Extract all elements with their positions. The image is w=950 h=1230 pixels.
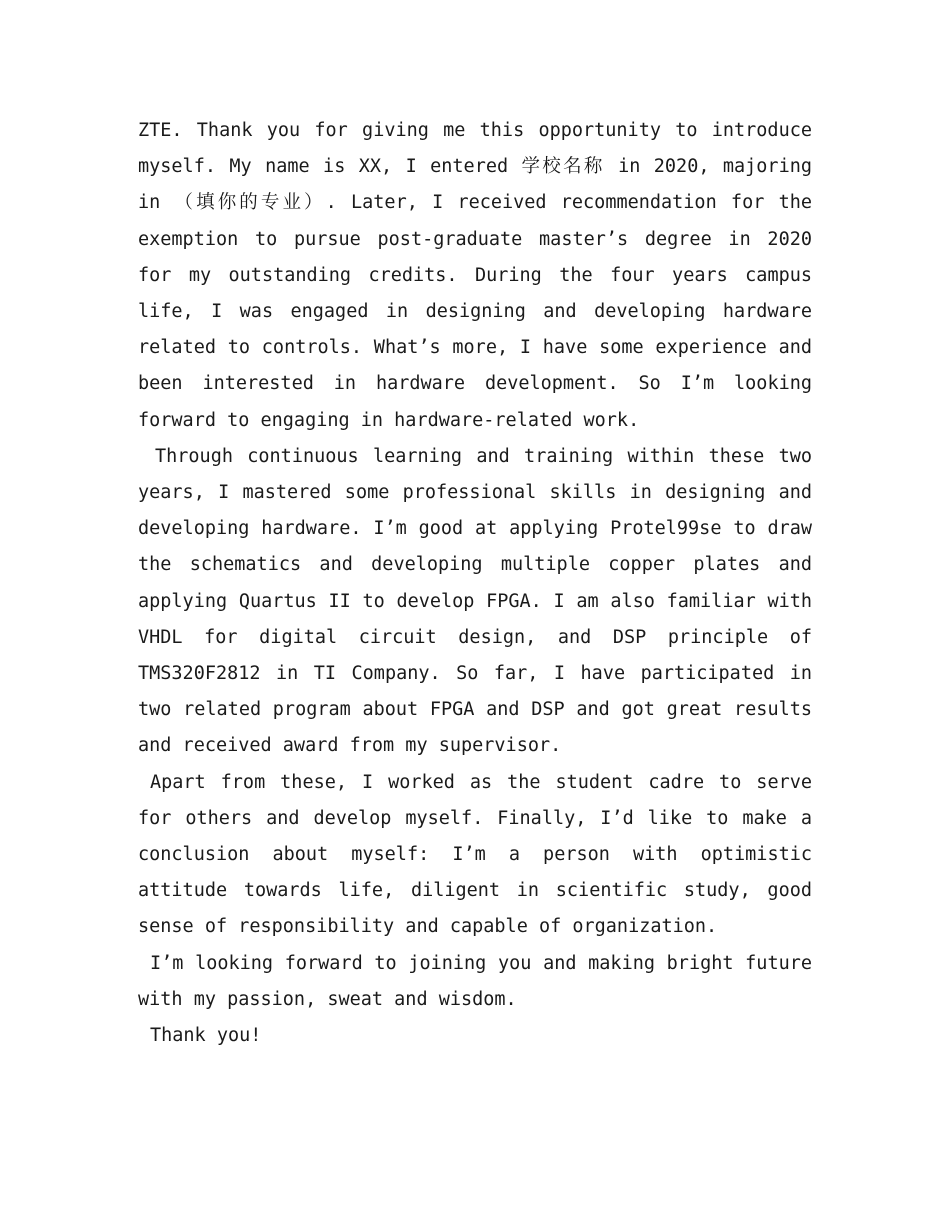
paragraph-student-cadre: Apart from these, I worked as the student cadre to serve for others and develop myself. Finally, I’d like to make a conclusion about myself: I’m a person with optimistic attitude towards life, diligent in scientific study, good sense of responsibility and capable of organization.	[138, 771, 812, 938]
paragraph-thank-you: Thank you!	[150, 1025, 262, 1047]
paragraph-looking-forward: I’m looking forward to joining you and making bright future with my passion, sweat and wisdom.	[138, 952, 812, 1010]
document-body	[138, 113, 812, 1054]
paragraph-skills: Through continuous learning and training within these two years, I mastered some professional skills in designing and developing hardware. I’m good at applying Protel99se to draw the schematics and developing multiple copper plates and applying Quartus II to develop FPGA. I am also familiar with VHDL for digital circuit design, and DSP principle of TMS320F2812 in TI Company. So far, I have participated in two related program about FPGA and DSP and got great results and received award from my supervisor.	[138, 445, 812, 757]
paragraph-introduction: ZTE. Thank you for giving me this opportunity to introduce myself. My name is XX, I entered 学校名称 in 2020, majoring in （填你的专业）. Later, I received recommendation for the exemption to pursue post-graduate master’s degree in 2020 for my outstanding credits. During the four years campus life, I was engaged in designing and developing hardware related to controls. What’s more, I have some experience and been interested in hardware development. So I’m looking forward to engaging in hardware-related work.	[138, 120, 812, 431]
